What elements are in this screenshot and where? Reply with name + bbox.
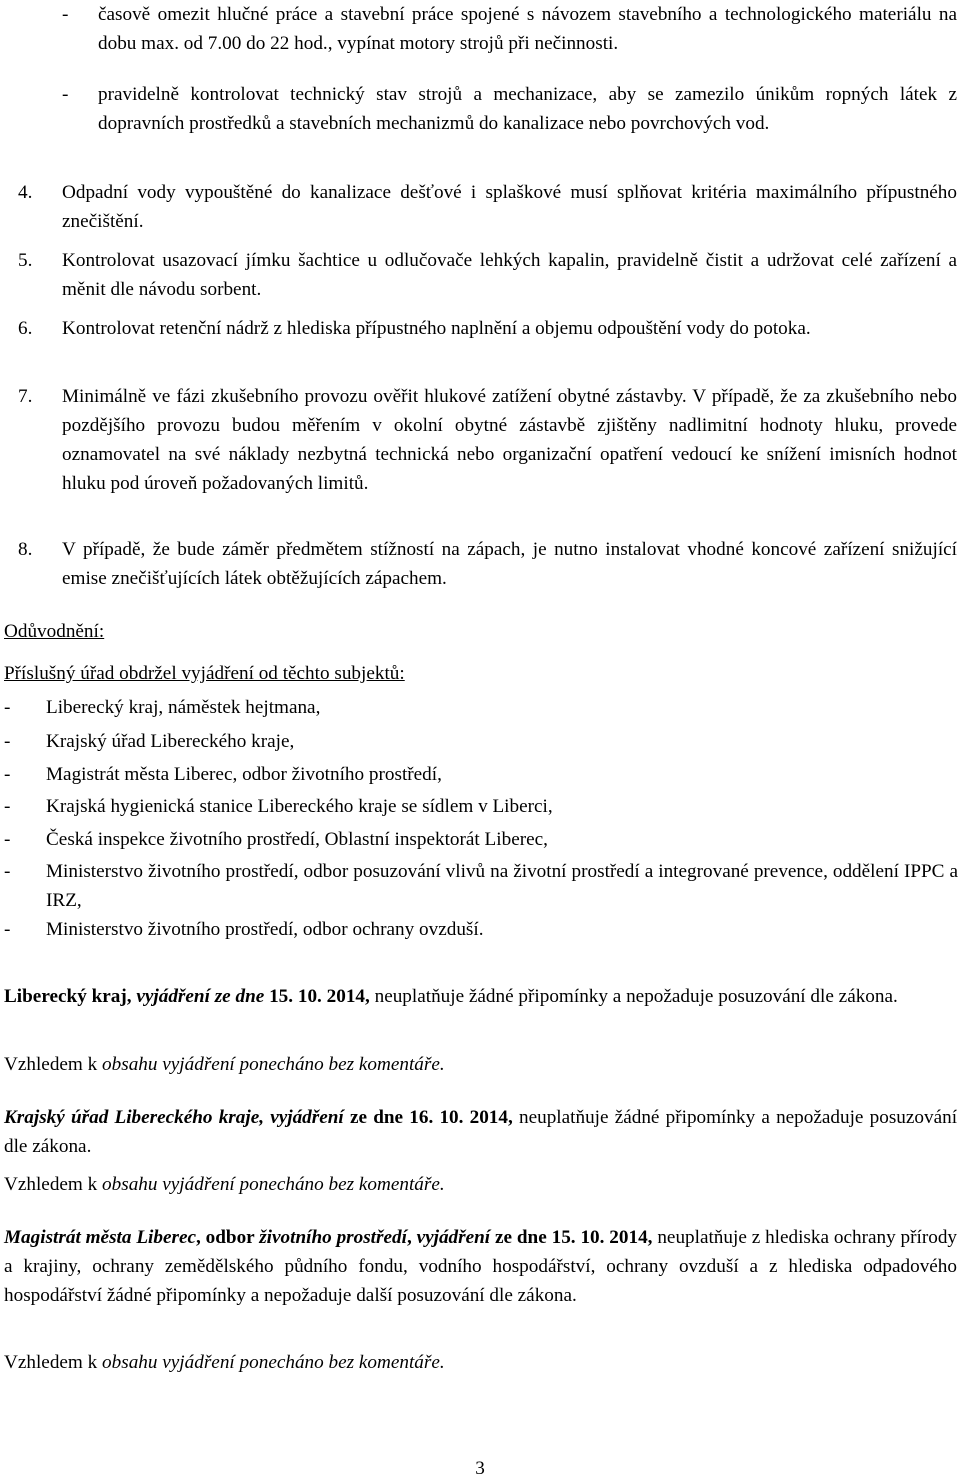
comment-lead: Vzhledem k xyxy=(4,1174,98,1195)
statement-date-prefix: ze dne xyxy=(495,1227,547,1248)
statement-magistrat xyxy=(4,1223,957,1310)
statement-comment xyxy=(4,1050,957,1079)
statement-date: 15. 10. 2014, xyxy=(269,986,370,1007)
statement-label: vyjádření ze dne xyxy=(136,986,265,1007)
statement-body: neuplatňuje z hlediska ochrany přírody a krajiny, ochrany zemědělského půdního fondu, vodního hospodářství, ochrany ovzduší a z hlediska odpadového hospodářství žádné připomínky a nepožaduje další posuzování dle zákona. xyxy=(4,1227,958,1306)
subject-text: Liberecký kraj, náměstek hejtmana, xyxy=(46,697,321,718)
dash-marker: - xyxy=(4,697,11,718)
item-number: 6. xyxy=(18,318,33,339)
statement-org: Magistrát města Liberec xyxy=(4,1227,196,1248)
item-text: Kontrolovat retenční nádrž z hlediska přípustného naplnění a objemu odpouštění vody do potoka. xyxy=(62,318,811,339)
statement-date: 16. 10. 2014, xyxy=(409,1107,513,1128)
statement-dept: odbor životního prostředí, xyxy=(205,1227,412,1248)
statement-dept-italic: životního prostředí xyxy=(259,1227,407,1248)
item-text: V případě, že bude záměr předmětem stížností na zápach, je nutno instalovat vhodné koncové zařízení snižující emise znečišťujících látek obtěžujících zápachem. xyxy=(62,539,957,589)
subject-text: Ministerstvo životního prostředí, odbor ochrany ovzduší. xyxy=(46,919,484,940)
statement-krajsky-urad xyxy=(4,1103,957,1161)
subjects-intro: Příslušný úřad obdržel vyjádření od těchto subjektů: xyxy=(4,663,405,684)
section-heading: Odůvodnění: xyxy=(4,621,105,642)
dash-marker: - xyxy=(4,796,11,817)
statement-org-sep: , xyxy=(195,1227,201,1248)
statement-body: neuplatňuje žádné připomínky a nepožaduje posuzování dle zákona. xyxy=(374,986,898,1007)
statement-label: vyjádření xyxy=(416,1227,491,1248)
statement-body: neuplatňuje žádné připomínky a nepožaduje posuzování dle zákona. xyxy=(4,1107,958,1157)
statement-label: vyjádření xyxy=(270,1107,344,1128)
statement-date-prefix: ze dne xyxy=(349,1107,404,1128)
dash-marker: - xyxy=(62,84,69,105)
bullet-text: pravidelně kontrolovat technický stav strojů a mechanizace, aby se zamezilo únikům ropných látek z dopravních prostředků a stavebních mechanizmů do kanalizace nebo povrchových vod. xyxy=(98,84,957,134)
comment-lead: Vzhledem k xyxy=(4,1352,98,1373)
statement-comment xyxy=(4,1170,957,1199)
item-number: 5. xyxy=(18,250,33,271)
bullet-text: časově omezit hlučné práce a stavební práce spojené s návozem stavebního a technologického materiálu na dobu max. od 7.00 do 22 hod., vypínat motory strojů při nečinnosti. xyxy=(98,4,957,54)
dash-marker: - xyxy=(4,731,11,752)
dash-marker: - xyxy=(4,861,11,882)
subject-text: Česká inspekce životního prostředí, Oblastní inspektorát Liberec, xyxy=(46,829,548,850)
comment-text: obsahu vyjádření ponecháno bez komentáře. xyxy=(102,1352,445,1373)
comment-text: obsahu vyjádření ponecháno bez komentáře. xyxy=(102,1054,445,1075)
comment-lead: Vzhledem k xyxy=(4,1054,98,1075)
item-text: Kontrolovat usazovací jímku šachtice u odlučovače lehkých kapalin, pravidelně čistit a udržovat celé zařízení a měnit dle návodu sorbent. xyxy=(62,250,957,300)
item-number: 4. xyxy=(18,182,33,203)
comment-text: obsahu vyjádření ponecháno bez komentáře. xyxy=(102,1174,445,1195)
subject-text: Ministerstvo životního prostředí, odbor posuzování vlivů na životní prostředí a integrované prevence, oddělení IPPC a IRZ, xyxy=(46,861,958,911)
dash-marker: - xyxy=(62,4,69,25)
item-text: Minimálně ve fázi zkušebního provozu ověřit hlukové zatížení obytné zástavby. V případě, že za zkušebního nebo pozdějšího provozu budou měřením v okolní obytné zástavbě zjištěny nadlimitní hodnoty hluku, provede oznamovatel na své náklady nezbytná technická nebo organizační opatření vedoucí ke snížení imisních hodnot hluku pod úroveň požadovaných limitů. xyxy=(62,386,957,494)
subject-text: Krajský úřad Libereckého kraje, xyxy=(46,731,295,752)
statement-liberecky-kraj xyxy=(4,982,957,1011)
statement-date: 15. 10. 2014, xyxy=(551,1227,653,1248)
dash-marker: - xyxy=(4,919,11,940)
statement-org: Krajský úřad Libereckého kraje, xyxy=(4,1107,265,1128)
item-number: 8. xyxy=(18,539,33,560)
statement-org: Liberecký kraj, xyxy=(4,986,132,1007)
statement-comment xyxy=(4,1348,957,1377)
page-number: 3 xyxy=(475,1458,485,1479)
dash-marker: - xyxy=(4,829,11,850)
item-text: Odpadní vody vypouštěné do kanalizace dešťové i splaškové musí splňovat kritéria maximálního přípustného znečištění. xyxy=(62,182,957,232)
dash-marker: - xyxy=(4,764,11,785)
subject-text: Magistrát města Liberec, odbor životního prostředí, xyxy=(46,764,442,785)
subject-text: Krajská hygienická stanice Libereckého kraje se sídlem v Liberci, xyxy=(46,796,553,817)
item-number: 7. xyxy=(18,386,33,407)
